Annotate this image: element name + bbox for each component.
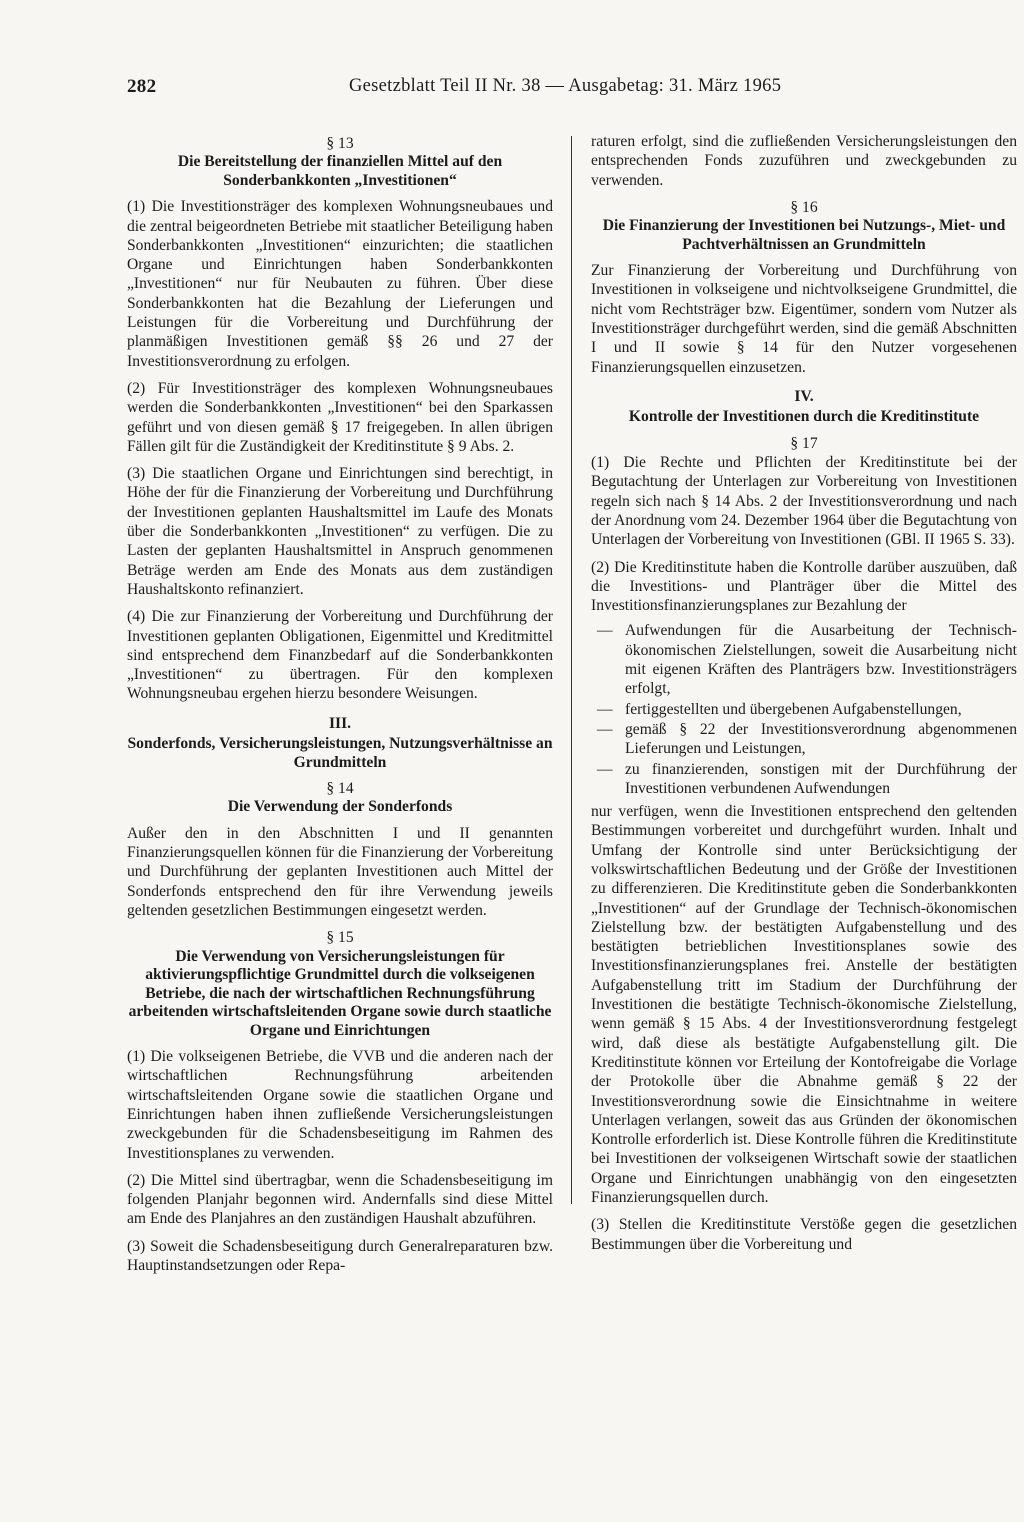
s17-paragraph-2-continued: nur verfügen, wenn die Investitionen entsprechend den geltenden Bestimmungen vorbereitet und durchgeführt wurden. Inhalt und Umfang der Kontrolle sind unter Berücksichtigung der volkswirtschaftlichen Bedeutung und der Größe der Investitionen zu differenzieren. Die Kreditinstitute geben die Sonderbankkonten „Investitionen“ auf der Grundlage der Technisch-ökonomischen Zielstellung bzw. der bestätigten Aufgabenstellung und des bestätigten betrieblichen Investitionsplanes sowie des Investitionsfinanzierungsplanes frei. Anstelle der bestätigten Aufgabenstellung tritt im Stadium der Durchführung der Investitionen die bestätigte Technisch-ökonomische Zielstellung, wenn gemäß § 15 Abs. 4 der Investitionsverordnung festgelegt wird, daß diese als bestätigte Aufgabenstellung gilt. Die Kreditinstitute können vor Erteilung der Kontofreigabe die Vorlage der Protokolle über die Abnahme gemäß § 22 der Investitionsverordnung sowie die Einsichtnahme in weitere Unterlagen verlangen, soweit das aus Gründen der ökonomischen Kontrolle erforderlich ist. Diese Kontrolle führen die Kreditinstitute bei Investitionen der volkseigenen Wirtschaft sowie der staatlichen Organe und Einrichtungen unabhängig von den eingesetzten Finanzierungsquellen durch. <box>591 803 1017 1207</box>
section-number-13: § 13 <box>326 135 354 152</box>
list-item: — zu finanzierenden, sonstigen mit der Durchführung der Investitionen verbundenen Aufwendungen <box>591 760 1017 799</box>
list-item: — gemäß § 22 der Investitionsverordnung abgenommenen Lieferungen und Leistungen, <box>591 720 1017 759</box>
list-item: — fertiggestellten und übergebenen Aufgabenstellungen, <box>591 700 1017 719</box>
right-column <box>591 132 1017 1262</box>
chapter-number-III: III. <box>328 714 352 732</box>
chapter-heading-III: Sonderfonds, Versicherungsleistungen, Nutzungsverhältnisse an Grundmitteln <box>127 735 553 771</box>
running-title: Gesetzblatt Teil II Nr. 38 — Ausgabetag: 31. März 1965 <box>349 76 782 96</box>
s13-paragraph-1: (1) Die Investitionsträger des komplexen Wohnungsneubaues und die zentral beigeordneten Betriebe mit staatlicher Beteiligung haben Sonderbankkonten „Investitionen“ einzurichten; die staatlichen Organe und Einrichtungen haben Sonderbankkonten „Investitionen“ nur für Neubauten zu führen. Über diese Sonderbankkonten hat die Bezahlung der Lieferungen und Leistungen für die Vorbereitung und Durchführung der planmäßigen Investitionen gemäß §§ 26 und 27 der Investitionsverordnung zu erfolgen. <box>127 198 553 370</box>
s14-paragraph-1: Außer den in den Abschnitten I und II genannten Finanzierungsquellen können für die Finanzierung der Vorbereitung und Durchführung der geplanten Investitionen auch Mittel der Sonderfonds entsprechend den für ihre Verwendung jeweils geltenden gesetzlichen Bestimmungen eingesetzt werden. <box>127 824 553 919</box>
section-number-14: § 14 <box>326 780 354 798</box>
s15-paragraph-1: (1) Die volkseigenen Betriebe, die VVB und die anderen nach der wirtschaftlichen Rechnungsführung arbeitenden wirtschaftsleitenden Organe sowie die staatlichen Organe und Einrichtungen haben ihnen zufließende Versicherungsleistungen zweckgebunden für die Schadensbeseitigung im Rahmen des Investitionsplanes zu verwenden. <box>127 1048 553 1162</box>
chapter-heading-IV: Kontrolle der Investitionen durch die Kreditinstitute <box>628 408 980 426</box>
page-number: 282 <box>127 76 157 97</box>
section-number-17: § 17 <box>790 434 818 452</box>
page-header <box>127 76 1012 100</box>
s13-paragraph-3: (3) Die staatlichen Organe und Einrichtungen sind berechtigt, in Höhe der für die Finanzierung der Vorbereitung und Durchführung der Investitionen geplanten Haushaltsmittel im Laufe des Monats über die Sonderbankkonten „Investitionen“ zu verfügen. Die zu Lasten der geplanten Haushaltsmittel in Anspruch genommenen Beträge werden am Ende des Monats aus dem zuständigen Haushaltskonto refinanziert. <box>127 465 553 598</box>
s13-paragraph-4: (4) Die zur Finanzierung der Vorbereitung und Durchführung der Investitionen geplanten Obligationen, Eigenmittel und Kreditmittel sind entsprechend dem Finanzbedarf auf die Sonderbankkonten „Investitionen“ zu übertragen. Für den komplexen Wohnungsneubau ergehen hierzu besondere Weisungen. <box>127 608 553 703</box>
section-heading-15: Die Verwendung von Versicherungsleistungen für aktivierungspflichtige Grundmittel durch die volkseigenen Betriebe, die nach der wirtschaftlichen Rechnungsführung arbeitenden wirtschaftsleitenden Organe sowie durch staatliche Organe und Einrichtungen <box>128 947 552 1039</box>
s17-paragraph-1: (1) Die Rechte und Pflichten der Kreditinstitute bei der Begutachtung der Unterlagen zur Vorbereitung von Investitionen regeln sich nach § 14 Abs. 2 der Investitionsverordnung und nach der Anordnung vom 24. Dezember 1964 über die Begutachtung von Unterlagen der Vorbereitung von Investitionen (GBl. II 1965 S. 33). <box>591 454 1017 549</box>
s17-paragraph-3: (3) Stellen die Kreditinstitute Verstöße gegen die gesetzlichen Bestimmungen über die Vorbereitung und <box>591 1216 1017 1253</box>
s17-dash-list <box>591 621 1017 798</box>
section-heading-14: Die Verwendung der Sonderfonds <box>227 798 453 816</box>
section-heading-16: Die Finanzierung der Investitionen bei Nutzungs-, Miet- und Pachtverhältnissen an Grundmitteln <box>602 217 1006 253</box>
s16-paragraph-1: Zur Finanzierung der Vorbereitung und Durchführung von Investitionen in volkseigene und nichtvolkseigene Grundmittel, die nicht vom Rechtsträger bzw. Eigentümer, sondern vom Nutzer als Investitionsträger durchgeführt werden, sind die gemäß Abschnitten I und II sowie § 14 für den Nutzer vorgesehenen Finanzierungsquellen einzusetzen. <box>591 262 1017 376</box>
list-item: — Aufwendungen für die Ausarbeitung der Technisch-ökonomischen Zielstellungen, soweit die Ausarbeitung nicht mit eigenen Kräften des Planträgers bzw. Investitionsträgers erfolgt, <box>591 621 1017 698</box>
section-number-15: § 15 <box>326 929 354 947</box>
section-heading-13: Die Bereitstellung der finanziellen Mittel auf den Sonderbankkonten „Investitionen“ <box>177 153 503 189</box>
s13-paragraph-2: (2) Für Investitionsträger des komplexen Wohnungsneubaues werden die Sonderbankkonten „Investitionen“ bei den Sparkassen geführt und von diesen gemäß § 17 freigegeben. In allen übrigen Fällen gilt für die Zuständigkeit der Kreditinstitute § 9 Abs. 2. <box>127 379 553 455</box>
s15-paragraph-3: (3) Soweit die Schadensbeseitigung durch Generalreparaturen bzw. Hauptinstandsetzungen oder Repa- <box>127 1237 553 1275</box>
s17-paragraph-2: (2) Die Kreditinstitute haben die Kontrolle darüber auszuüben, daß die Investitions- und Planträger über die Mittel des Investitionsfinanzierungsplanes zur Bezahlung der <box>591 558 1017 615</box>
s15-paragraph-3-continued: raturen erfolgt, sind die zufließenden Versicherungsleistungen den entsprechenden Fonds zuzuführen und zweckgebunden zu verwenden. <box>591 133 1017 189</box>
s15-paragraph-2: (2) Die Mittel sind übertragbar, wenn die Schadensbeseitigung im folgenden Planjahr begonnen wird. Andernfalls sind diese Mittel am Ende des Planjahres an den zuständigen Haushalt abzuführen. <box>127 1171 553 1228</box>
column-divider <box>571 136 572 1204</box>
left-column <box>127 132 553 1283</box>
section-number-16: § 16 <box>790 198 818 216</box>
chapter-number-IV: IV. <box>794 387 814 405</box>
